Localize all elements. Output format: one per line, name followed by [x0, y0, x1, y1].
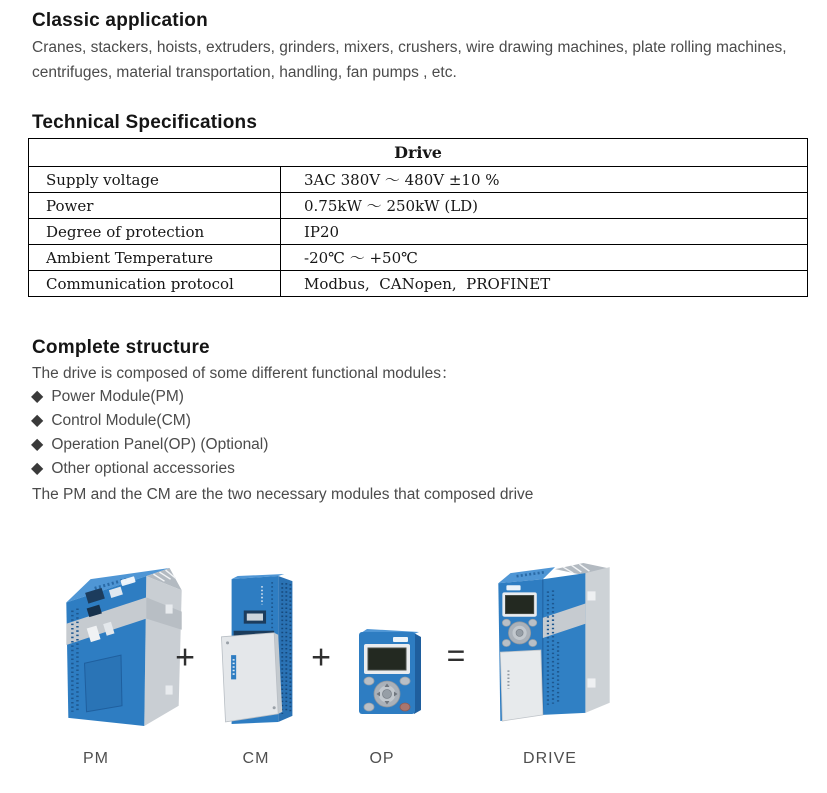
diamond-bullet-icon: ◆	[31, 436, 44, 453]
complete-structure-outro: The PM and the CM are the two necessary modules that composed drive	[32, 486, 534, 503]
spec-value-cell: -20℃ ～ +50℃	[281, 245, 808, 271]
spec-header-row	[29, 139, 808, 167]
pm-product-image	[64, 566, 182, 728]
module-bullet-list	[31, 385, 268, 481]
plus-sign: +	[175, 638, 195, 677]
technical-specifications-heading: Technical Specifications	[32, 112, 258, 133]
spec-value-cell: IP20	[281, 219, 808, 245]
spec-row	[29, 245, 808, 271]
spec-label-cell: Power	[29, 193, 281, 219]
spec-value-cell: 3AC 380V ～ 480V ±10 %	[281, 167, 808, 193]
classic-application-heading: Classic application	[32, 10, 208, 31]
bullet-item	[31, 433, 268, 457]
spec-value-cell: 0.75kW ～ 250kW (LD)	[281, 193, 808, 219]
pm-label: PM	[83, 750, 109, 767]
drive-illustration	[498, 563, 609, 721]
spec-label-cell: Degree of protection	[29, 219, 281, 245]
spec-label-cell: Communication protocol	[29, 271, 281, 297]
classic-application-text: Cranes, stackers, hoists, extruders, grinders, mixers, crushers, wire drawing machines, plate rolling machines, centrifuges, material transportation, handling, fan pumps , etc.	[32, 39, 787, 81]
complete-structure-heading: Complete structure	[32, 337, 210, 358]
spec-row	[29, 219, 808, 245]
bullet-item	[31, 385, 268, 409]
bullet-item-label: Operation Panel(OP) (Optional)	[51, 436, 269, 453]
drive-label: DRIVE	[523, 750, 577, 767]
cm-product-image	[221, 574, 303, 726]
bullet-item-label: Power Module(PM)	[51, 388, 184, 405]
spec-label-cell: Supply voltage	[29, 167, 281, 193]
bullet-item	[31, 457, 268, 481]
drive-product-image	[496, 561, 612, 723]
pm-illustration	[66, 568, 181, 726]
spec-row	[29, 271, 808, 297]
op-illustration	[359, 629, 421, 714]
bullet-item-label: Other optional accessories	[51, 460, 235, 477]
spec-table-title: Drive	[29, 139, 808, 167]
equals-sign: =	[446, 637, 466, 674]
diamond-bullet-icon: ◆	[31, 412, 44, 429]
bullet-item-label: Control Module(CM)	[51, 412, 191, 429]
spec-table	[28, 138, 808, 297]
diamond-bullet-icon: ◆	[31, 460, 44, 477]
plus-sign: +	[311, 638, 331, 677]
diamond-bullet-icon: ◆	[31, 388, 44, 405]
op-label: OP	[369, 750, 395, 767]
spec-row	[29, 167, 808, 193]
op-product-image	[357, 627, 425, 717]
bullet-item	[31, 409, 268, 433]
complete-structure-intro: The drive is composed of some different functional modules：	[32, 365, 457, 382]
spec-row	[29, 193, 808, 219]
spec-value-cell: Modbus, CANopen, PROFINET	[281, 271, 808, 297]
cm-label: CM	[242, 750, 270, 767]
spec-label-cell: Ambient Temperature	[29, 245, 281, 271]
cm-illustration	[221, 574, 292, 724]
